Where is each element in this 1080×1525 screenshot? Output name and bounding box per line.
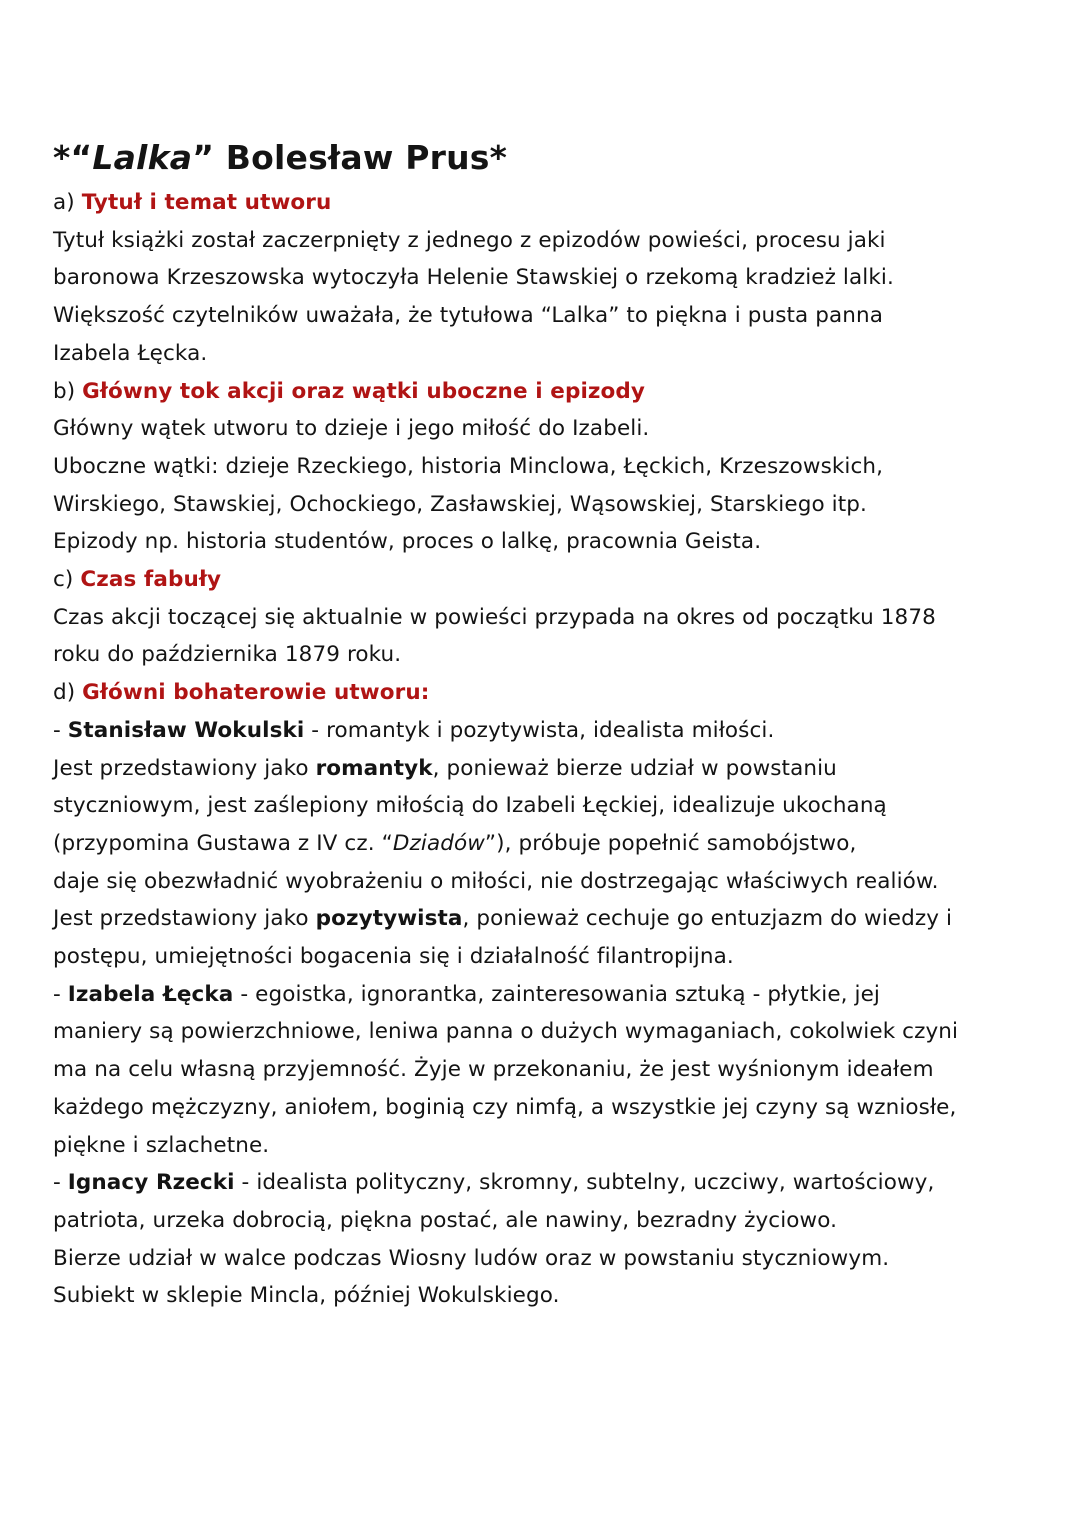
paragraph-line: Jest przedstawiony jako romantyk, ponieważ bierze udział w powstaniu: [53, 755, 837, 781]
paragraph-line: maniery są powierzchniowe, leniwa panna o dużych wymaganiach, cokolwiek czyni: [53, 1019, 959, 1045]
paragraph-line: Tytuł książki został zaczerpnięty z jednego z epizodów powieści, procesu jaki: [53, 227, 886, 253]
paragraph-line: (przypomina Gustawa z IV cz. “Dziadów”), próbuje popełnić samobójstwo,: [53, 830, 857, 856]
paragraph-line: patriota, urzeka dobrocią, piękna postać, ale nawiny, bezradny życiowo.: [53, 1207, 838, 1233]
paragraph-line: Wirskiego, Stawskiej, Ochockiego, Zasławskiej, Wąsowskiej, Starskiego itp.: [53, 491, 867, 517]
paragraph-line: Subiekt w sklepie Mincla, później Wokulskiego.: [53, 1283, 560, 1309]
character-wokulski: - Stanisław Wokulski - romantyk i pozytywista, idealista miłości.: [53, 717, 775, 743]
paragraph-line: daje się obezwładnić wyobrażeniu o miłości, nie dostrzegając właściwych realiów.: [53, 868, 939, 894]
document-body: [53, 132, 1043, 1315]
section-a-heading: a) Tytuł i temat utworu: [53, 190, 332, 215]
paragraph-line: piękne i szlachetne.: [53, 1132, 270, 1158]
paragraph-line: postępu, umiejętności bogacenia się i działalność filantropijna.: [53, 944, 734, 970]
paragraph-line: Epizody np. historia studentów, proces o lalkę, pracownia Geista.: [53, 529, 762, 555]
character-name: Stanisław Wokulski: [67, 717, 305, 743]
paragraph-line: ma na celu własną przyjemność. Żyje w przekonaniu, że jest wyśnionym ideałem: [53, 1057, 934, 1083]
character-izabela: - Izabela Łęcka - egoistka, ignorantka, zainteresowania sztuką - płytkie, jej: [53, 981, 881, 1007]
paragraph-line: Uboczne wątki: dzieje Rzeckiego, historia Minclowa, Łęckich, Krzeszowskich,: [53, 453, 884, 479]
character-name: Ignacy Rzecki: [67, 1170, 235, 1196]
section-b-heading: b) Główny tok akcji oraz wątki uboczne i epizody: [53, 378, 646, 404]
page-title: *“Lalka” Bolesław Prus*: [53, 138, 508, 177]
character-rzecki: - Ignacy Rzecki - idealista polityczny, skromny, subtelny, uczciwy, wartościowy,: [53, 1170, 935, 1196]
section-d-heading: d) Główni bohaterowie utworu:: [53, 680, 430, 706]
paragraph-line: roku do października 1879 roku.: [53, 642, 402, 668]
paragraph-line: Jest przedstawiony jako pozytywista, ponieważ cechuje go entuzjazm do wiedzy i: [53, 906, 953, 932]
paragraph-line: Czas akcji toczącej się aktualnie w powieści przypada na okres od początku 1878: [53, 604, 936, 630]
paragraph-line: baronowa Krzeszowska wytoczyła Helenie Stawskiej o rzekomą kradzież lalki.: [53, 265, 894, 291]
paragraph-line: Większość czytelników uważała, że tytułowa “Lalka” to piękna i pusta panna: [53, 303, 884, 329]
paragraph-line: Bierze udział w walce podczas Wiosny ludów oraz w powstaniu styczniowym.: [53, 1245, 890, 1271]
character-name: Izabela Łęcka: [67, 981, 234, 1007]
section-c-heading: c) Czas fabuły: [53, 567, 222, 593]
paragraph-line: Izabela Łęcka.: [53, 340, 208, 366]
paragraph-line: każdego mężczyzny, aniołem, boginią czy nimfą, a wszystkie jej czyny są wzniosłe,: [53, 1094, 957, 1120]
paragraph-line: styczniowym, jest zaślepiony miłością do Izabeli Łęckiej, idealizuje ukochaną: [53, 793, 887, 819]
paragraph-line: Główny wątek utworu to dzieje i jego miłość do Izabeli.: [53, 416, 650, 442]
